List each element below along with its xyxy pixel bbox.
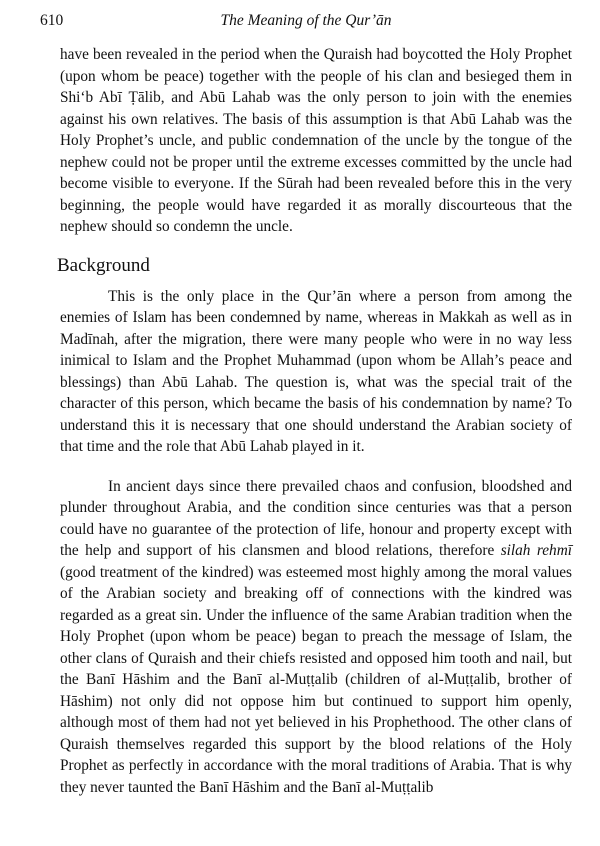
page-number: 610 xyxy=(40,12,64,29)
page-header xyxy=(40,12,572,36)
italic-term: silah rehmī xyxy=(500,542,572,559)
body-text xyxy=(57,44,572,798)
paragraph-text: In ancient days since there prevailed chaos and confusion, bloodshed and plunder throughout Arabia, and the condition since centuries was that a person could have no guarantee of the protection of life, honour and property except with the help and support of his clansmen and blood relations, therefore xyxy=(60,477,572,559)
paragraph-background-intro: This is the only place in the Qur’ān where a person from among the enemies of Islam has been condemned by name, whereas in Makkah as well as in Madīnah, after the migration, there were many people who were in no way less inimical to Islam and the Prophet Muhammad (upon whom be Allah’s peace and blessings) than Abū Lahab. The question is, what was the special trait of the character of this person, which became the basis of his condemnation by name? To understand this it is necessary that one should understand the Arabian society of that time and the role that Abū Lahab played in it. xyxy=(60,287,572,455)
paragraph-arabian-society xyxy=(60,476,572,799)
running-title: The Meaning of the Qur’ān xyxy=(220,12,392,29)
paragraph-continuation: have been revealed in the period when the Quraish had boycotted the Holy Prophet (upon whom be peace) together with the people of his clan and besieged them in Shi‘b Abī Ṭālib, and Abū Lahab was the only person to join with the enemies against his own relatives. The basis of this assumption is that Abū Lahab was the Holy Prophet’s uncle, and public condemnation of the uncle by the tongue of the nephew could not be proper until the extreme excesses committed by the uncle had become visible to everyone. If the Sūrah had been revealed before this in the very beginning, the people would have regarded it as morally discourteous that the nephew should so condemn the uncle. xyxy=(60,46,572,235)
section-heading-background: Background xyxy=(57,254,150,276)
paragraph-text: (good treatment of the kindred) was esteemed most highly among the moral values of the Arabian society and breaking off of connections with the kindred was regarded as a great sin. Under the influence of the same Arabian tradition when the Holy Prophet (upon whom be peace) began to preach the message of Islam, the other clans of Quraish and their chiefs resisted and opposed him tooth and nail, but the Banī Hāshim and the Banī al-Muṭṭalib (children of al-Muṭṭalib, brother of Hāshim) not only did not oppose him but continued to support him openly, although most of them had not yet believed in his Prophethood. The other clans of Quraish themselves regarded this support by the blood relations of the Holy Prophet as perfectly in accordance with the moral traditions of Arabia. That is why they never taunted the Banī Hāshim and the Banī al-Muṭṭalib xyxy=(60,563,572,796)
